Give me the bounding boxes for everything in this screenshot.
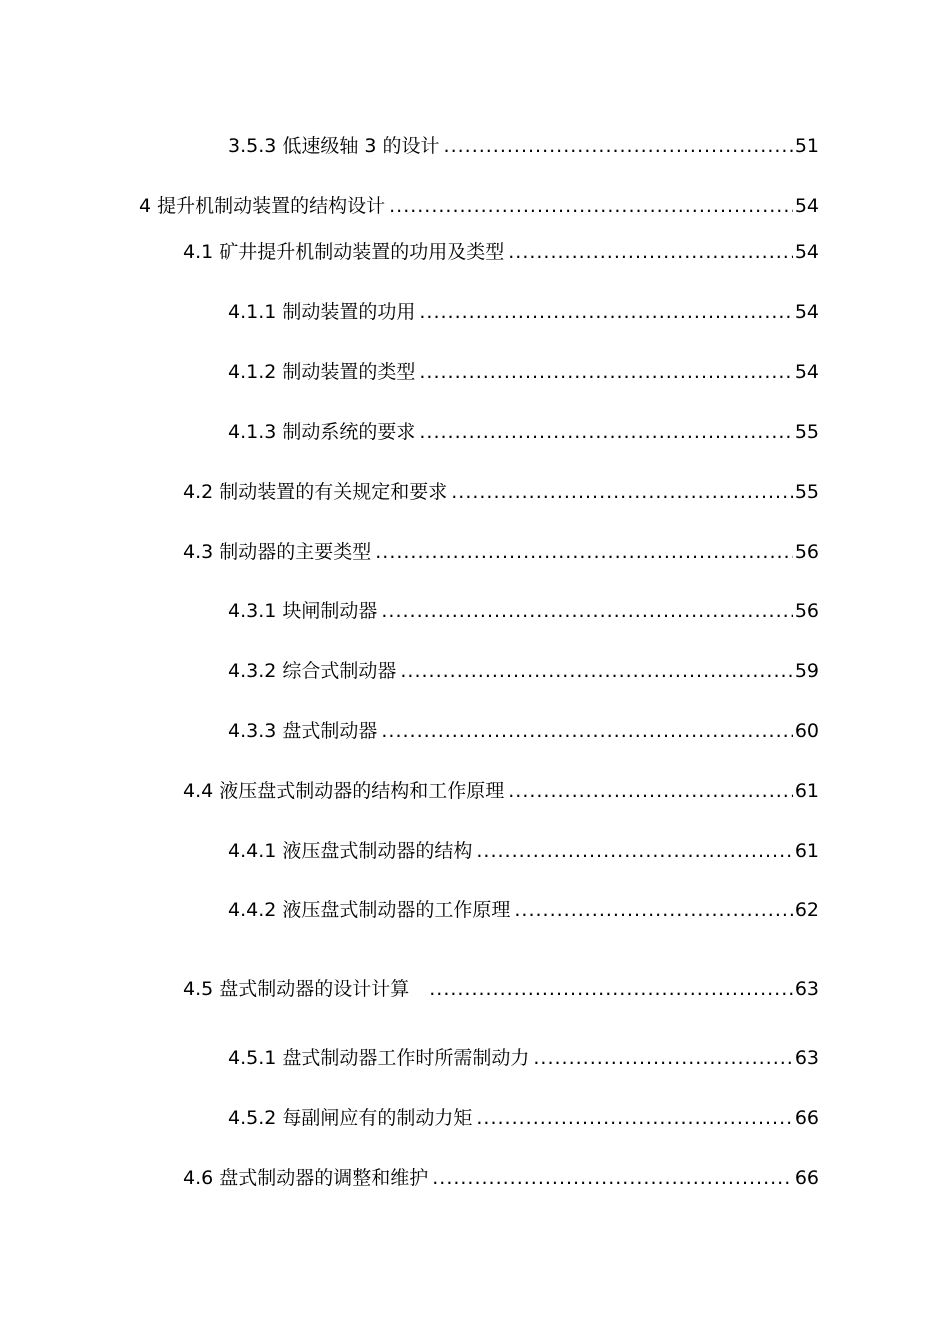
toc-entry-4-5-1[interactable] [228, 1046, 819, 1070]
toc-number: 4.3.1 [228, 600, 277, 622]
toc-entry-3-5-3[interactable] [228, 134, 819, 158]
toc-leader [476, 1106, 792, 1130]
toc-number: 4.1.1 [228, 301, 277, 323]
toc-leader [419, 300, 792, 324]
toc-number: 3.5.3 [228, 135, 277, 157]
toc-number: 4.3.2 [228, 660, 277, 682]
toc-page-number: 60 [794, 720, 819, 742]
toc-page-number: 54 [794, 195, 819, 217]
toc-entry-4-3-3[interactable] [228, 719, 819, 743]
toc-number: 4.4.1 [228, 840, 277, 862]
toc-entry-4-1-3[interactable] [228, 420, 819, 444]
toc-leader [432, 1166, 793, 1190]
toc-entry-4-4-1[interactable] [228, 839, 819, 863]
toc-number: 4.3 [183, 541, 214, 563]
toc-title: 制动装置的类型 [282, 361, 416, 383]
toc-entry-4-4[interactable] [183, 779, 819, 803]
toc-leader [419, 360, 792, 384]
toc-entry-4-4-2[interactable] [228, 898, 819, 922]
toc-leader [381, 719, 792, 743]
toc-number: 4.1.3 [228, 421, 277, 443]
toc-number: 4.6 [183, 1167, 214, 1189]
toc-leader [389, 194, 793, 218]
toc-page-number: 66 [794, 1167, 819, 1189]
toc-leader [381, 599, 792, 623]
toc-entry-4-5[interactable] [183, 977, 819, 1001]
toc-page-number: 56 [794, 600, 819, 622]
toc-title: 盘式制动器工作时所需制动力 [282, 1047, 530, 1069]
toc-leader [508, 240, 793, 264]
toc-leader [419, 420, 792, 444]
toc-number: 4.5.2 [228, 1107, 277, 1129]
toc-page-number: 55 [794, 421, 819, 443]
toc-entry-4-5-2[interactable] [228, 1106, 819, 1130]
toc-entry-4-2[interactable] [183, 480, 819, 504]
toc-page-number: 54 [794, 241, 819, 263]
toc-number: 4.1.2 [228, 361, 277, 383]
toc-number: 4.1 [183, 241, 214, 263]
toc-number: 4.5.1 [228, 1047, 277, 1069]
toc-title: 提升机制动装置的结构设计 [157, 195, 386, 217]
toc-title: 制动装置的功用 [282, 301, 416, 323]
toc-page-number: 63 [794, 978, 819, 1000]
toc-number: 4 [139, 195, 152, 217]
toc-title: 液压盘式制动器的结构和工作原理 [219, 780, 505, 802]
toc-title: 低速级轴 3 的设计 [282, 135, 440, 157]
toc-page-number: 56 [794, 541, 819, 563]
toc-title: 盘式制动器的调整和维护 [219, 1167, 429, 1189]
toc-page-number: 54 [794, 301, 819, 323]
toc-page-number: 66 [794, 1107, 819, 1129]
toc-title: 综合式制动器 [282, 660, 397, 682]
toc-entry-4-6[interactable] [183, 1166, 819, 1190]
toc-page-number: 55 [794, 481, 819, 503]
toc-title: 液压盘式制动器的工作原理 [282, 899, 511, 921]
toc-page-number: 51 [794, 135, 819, 157]
toc-leader [429, 977, 793, 1001]
toc-page-number: 61 [794, 780, 819, 802]
toc-page-number: 61 [794, 840, 819, 862]
toc-leader [444, 134, 793, 158]
toc-title: 盘式制动器 [282, 720, 378, 742]
toc-page-number: 63 [794, 1047, 819, 1069]
toc-title: 制动器的主要类型 [219, 541, 372, 563]
toc-number: 4.4.2 [228, 899, 277, 921]
toc-leader [476, 839, 792, 863]
toc-page-number: 59 [794, 660, 819, 682]
toc-entry-4[interactable] [139, 194, 819, 218]
toc-leader [400, 659, 792, 683]
toc-entry-4-3-1[interactable] [228, 599, 819, 623]
toc-number: 4.4 [183, 780, 214, 802]
toc-page-number: 54 [794, 361, 819, 383]
toc-title: 矿井提升机制动装置的功用及类型 [219, 241, 505, 263]
toc-number: 4.5 [183, 978, 214, 1000]
toc-leader [514, 898, 792, 922]
toc-title: 制动系统的要求 [282, 421, 416, 443]
toc-leader [508, 779, 793, 803]
toc-leader [451, 480, 793, 504]
toc-entry-4-3-2[interactable] [228, 659, 819, 683]
toc-entry-4-1-1[interactable] [228, 300, 819, 324]
toc-title: 每副闸应有的制动力矩 [282, 1107, 473, 1129]
toc-number: 4.3.3 [228, 720, 277, 742]
toc-leader [533, 1046, 792, 1070]
toc-page-number: 62 [794, 899, 819, 921]
toc-leader [375, 540, 793, 564]
toc-entry-4-3[interactable] [183, 540, 819, 564]
toc-entry-4-1[interactable] [183, 240, 819, 264]
toc-number: 4.2 [183, 481, 214, 503]
toc-title: 盘式制动器的设计计算 [219, 978, 410, 1000]
toc-entry-4-1-2[interactable] [228, 360, 819, 384]
toc-title: 制动装置的有关规定和要求 [219, 481, 448, 503]
toc-title: 块闸制动器 [282, 600, 378, 622]
toc-title: 液压盘式制动器的结构 [282, 840, 473, 862]
